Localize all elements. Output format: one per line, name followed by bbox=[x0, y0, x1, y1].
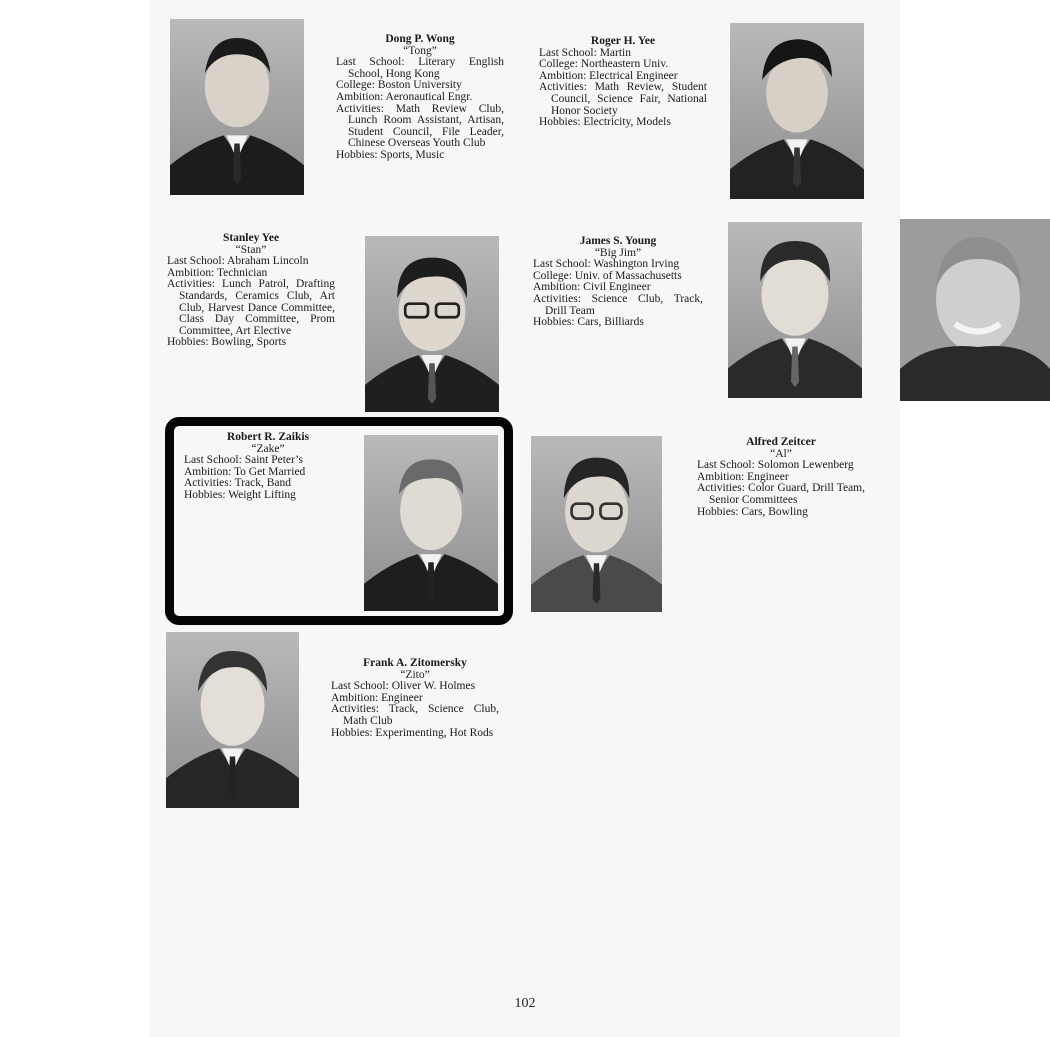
entry-dong-wong bbox=[336, 34, 504, 162]
info-line: Activities: Track, Science Club, Math Club bbox=[331, 703, 499, 727]
info-line: Ambition: Engineer bbox=[697, 470, 789, 483]
info-line: Last School: Saint Peter’s bbox=[184, 454, 303, 467]
modern-portrait-photo bbox=[900, 219, 1050, 401]
info-line: Hobbies: Electricity, Models bbox=[539, 116, 671, 129]
info-line: Last School: Literary English School, Hong Kong bbox=[336, 56, 504, 80]
highlight-frame bbox=[165, 417, 513, 625]
entry-stanley-yee bbox=[167, 233, 335, 349]
portrait-stanley-yee bbox=[365, 236, 499, 412]
info-line: Hobbies: Sports, Music bbox=[336, 148, 445, 161]
info-line: College: Univ. of Massachusetts bbox=[533, 269, 682, 282]
info-line: Activities: Color Guard, Drill Team, Senior Committees bbox=[697, 482, 865, 506]
portrait-roger-yee bbox=[730, 23, 864, 199]
info-line: Last School: Oliver W. Holmes bbox=[331, 680, 476, 693]
student-name: Stanley Yee bbox=[222, 232, 280, 244]
student-name: Roger H. Yee bbox=[590, 35, 656, 47]
portrait-dong-wong bbox=[170, 19, 304, 195]
info-line: Activities: Science Club, Track, Drill Team bbox=[533, 292, 703, 317]
entry-frank-zitomersky bbox=[331, 658, 499, 739]
info-line: Hobbies: Cars, Billiards bbox=[533, 316, 644, 329]
info-line: Ambition: Engineer bbox=[331, 691, 423, 704]
student-name: Robert R. Zaikis bbox=[226, 431, 310, 443]
info-line: Hobbies: Weight Lifting bbox=[184, 488, 296, 501]
student-nickname: “Stan” bbox=[235, 243, 267, 256]
info-line: Activities: Math Review, Student Council, Science Fair, National Honor Society bbox=[539, 81, 707, 117]
info-line: College: Northeastern Univ. bbox=[539, 58, 669, 71]
student-name: Frank A. Zitomersky bbox=[363, 657, 467, 669]
portrait-james-young bbox=[728, 222, 862, 398]
student-nickname: “Zake” bbox=[251, 442, 285, 455]
info-line: Last School: Washington Irving bbox=[533, 258, 680, 271]
info-line: College: Boston University bbox=[336, 79, 462, 92]
entry-roger-yee bbox=[539, 36, 707, 129]
info-line: Activities: Math Review Club, Lunch Room Assistant, Artisan, Student Council, File Leader, Chinese Overseas Youth Club bbox=[336, 102, 504, 150]
info-line: Ambition: Technician bbox=[167, 266, 268, 279]
info-line: Last School: Martin bbox=[539, 46, 631, 59]
entry-alfred-zeitcer bbox=[697, 437, 865, 518]
entry-james-young bbox=[533, 236, 703, 329]
info-line: Hobbies: Cars, Bowling bbox=[697, 505, 808, 518]
student-nickname: “Big Jim” bbox=[594, 246, 642, 259]
student-nickname: “Tong” bbox=[403, 44, 437, 57]
info-line: Hobbies: Bowling, Sports bbox=[167, 336, 287, 349]
info-line: Activities: Lunch Patrol, Drafting Standards, Ceramics Club, Art Club, Harvest Dance Committee, Class Day Committee, Prom Committee, Art Elective bbox=[167, 278, 335, 337]
student-nickname: “Al” bbox=[770, 447, 792, 460]
info-line: Ambition: Aeronautical Engr. bbox=[336, 90, 473, 103]
portrait-alfred-zeitcer bbox=[531, 436, 662, 612]
student-name: Alfred Zeitcer bbox=[746, 436, 816, 448]
student-name: James S. Young bbox=[579, 235, 657, 247]
info-line: Hobbies: Experimenting, Hot Rods bbox=[331, 726, 494, 739]
info-line: Ambition: Electrical Engineer bbox=[539, 69, 678, 82]
student-nickname: “Zito” bbox=[400, 668, 430, 681]
info-line: Last School: Solomon Lewenberg bbox=[697, 459, 854, 472]
student-name: Dong P. Wong bbox=[385, 33, 455, 45]
info-line: Ambition: Civil Engineer bbox=[533, 281, 651, 294]
portrait-frank-zitomersky bbox=[166, 632, 299, 808]
info-line: Last School: Abraham Lincoln bbox=[167, 255, 309, 268]
info-line: Ambition: To Get Married bbox=[184, 465, 306, 478]
info-line: Activities: Track, Band bbox=[184, 477, 292, 490]
page-number: 102 bbox=[514, 996, 536, 1011]
